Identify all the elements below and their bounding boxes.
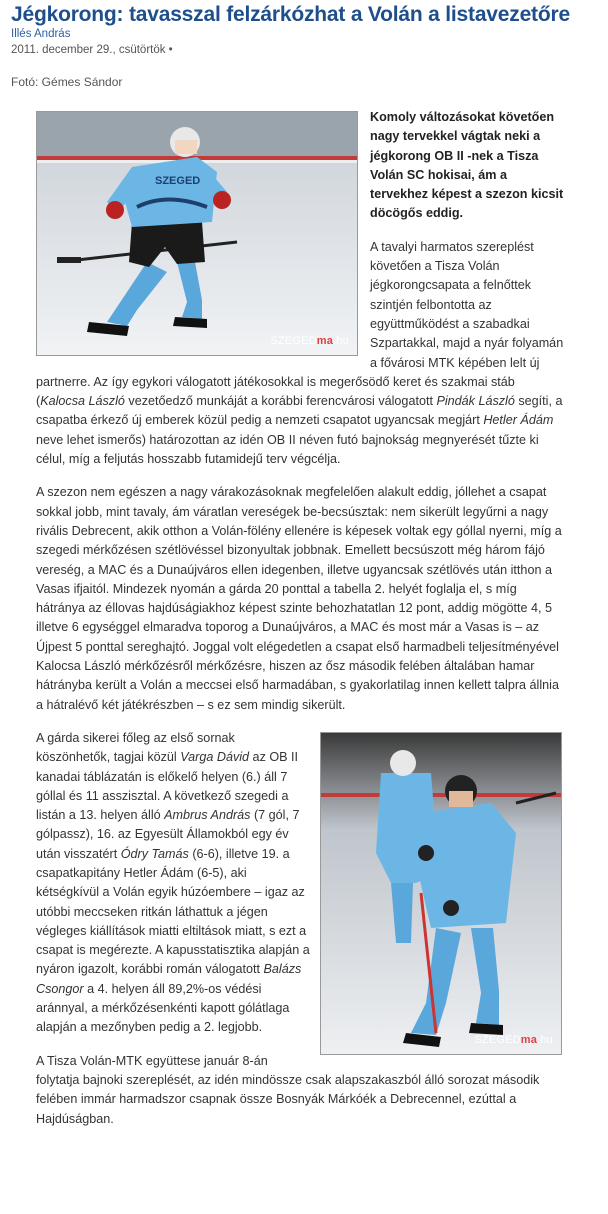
hockey-players-illustration bbox=[321, 733, 561, 1054]
photo-credit: Fotó: Gémes Sándor bbox=[11, 75, 123, 89]
article-body bbox=[36, 108, 564, 1143]
paragraph-4: A Tisza Volán-MTK együttese január 8-án folytatja bajnoki szereplését, az idén mindössze csak alapszakaszból álló sorozat második felében immár harmadszor csapnak össze Bosnyák Márkóék a Debrecennel, ezúttal a Hajdúságban. bbox=[36, 1053, 540, 1126]
paragraph-3: A gárda sikerei főleg az első sornak köszönhetők, tagjai közül Varga Dávid az OB II kanadai táblázatán is előkelő helyen (6.) áll 7 góllal és 11 asszisztal. A következő szegedi a listán a 13. helyen álló Ambrus András (7 gól, 7 gólpassz), 16. az Egyesült Államokból egy év után visszatért Ódry Tamás (6-6), illetve 19. a csapatkapitány Hetler Ádám (6-5), aki kétségkívül a Volán egyik húzóembere – igaz az utóbbi meccseken ritkán láthattuk a jégen végleges kiállítások miatti eltiltások miatt, s ezt a csapat is megérezte. A kapusstatisztika alapján a nyáron igazolt, korábbi román válogatott Balázs Csongor a 4. helyen áll 89,2%-os védési aránnyal, a mérkőzésenkénti kapott gólátlaga alapján a mezőnyben pedig a 2. legjobb. bbox=[36, 730, 310, 1035]
publish-date: 2011. december 29., csütörtök • bbox=[11, 44, 173, 56]
hockey-player-illustration bbox=[37, 112, 357, 355]
hockey-players-photo bbox=[320, 732, 562, 1055]
watermark: SZEGEDma.hu bbox=[270, 334, 349, 347]
article-title[interactable]: Jégkorong: tavasszal felzárkózhat a Volán a listavezetőre bbox=[11, 3, 570, 26]
watermark: SZEGEDma.hu bbox=[474, 1033, 553, 1046]
lead-paragraph: Komoly változásokat követően nagy tervekkel vágtak neki a jégkorong OB II -nek a Tisza Volán SC hokisai, ám a tervekhez képest a szezon kicsit döcögős eddig. bbox=[370, 110, 564, 221]
svg-text:SZEGED: SZEGED bbox=[155, 175, 201, 187]
paragraph-1: A tavalyi harmatos szereplést követően a Tisza Volán jégkorongcsapata a felnőttek szintjén felbontotta az együttműködést a szabadkai Szpartakkal, majd a nyár folyamán a fővárosi MTK képében lelt új partnerre. Az így egykori válogatott játékosokkal is megerősödő keret és szakmai stáb (Kalocsa László vezetőedző munkáját a korábbi ferencvárosi válogatott Pindák László segíti, a csapatba érkező új emberek közül pedig a nemzeti csapatot ugyancsak megjárt Hetler Ádám neve lehet ismerős) határozottan az idén OB II néven futó bajnokság megnyerését tűzte ki célul, míg a feljutás hosszabb futamidejű terv végcélja. bbox=[36, 239, 564, 467]
author-link[interactable]: Illés András bbox=[11, 28, 71, 40]
paragraph-2: A szezon nem egészen a nagy várakozásoknak megfelelően alakult eddig, jóllehet a csapat sokkal jobb, mint tavaly, ám váratlan vereségek be-becsúsztak: nem sikerült legyűrni a nagy rivális Debrecent, akik otthon a Volán-fölény ellenére is képesek voltak egy góllal nyerni, míg a szegedi mérkőzésen szétlövéssel bizonyultak jobbnak. Emellett becsúszott még három fájó vereség, a MAC és a Dunaújváros ellen idegenben, illetve ugyancsak szétlövés után itthon a Vasas ifjaitól. Mindezek nyomán a gárda 20 ponttal a tabella 2. helyét foglalja el, s míg hátránya az éllovas hajdúságiakhoz képest szinte behozhatatlan 12 pont, addig mögötte 4, 5 illetve 6 egységgel elmaradva toporog a Dunaújváros, a MAC és most már a Vasas is – az Újpest 5 ponttal sereghajtó. Joggal volt elégedetlen a csapat első harmadbeli teljesítményével Kalocsa László mérkőzésről mérkőzésre, hiszen az ősz második felében általában hamar hátrányba került a Volán a meccsei első harmadában, s gyakorlatilag innen kellett talpra állnia a hátralévő két játékrészben – s ez sem mindig sikerült. bbox=[36, 485, 562, 712]
hockey-player-photo bbox=[36, 111, 358, 356]
